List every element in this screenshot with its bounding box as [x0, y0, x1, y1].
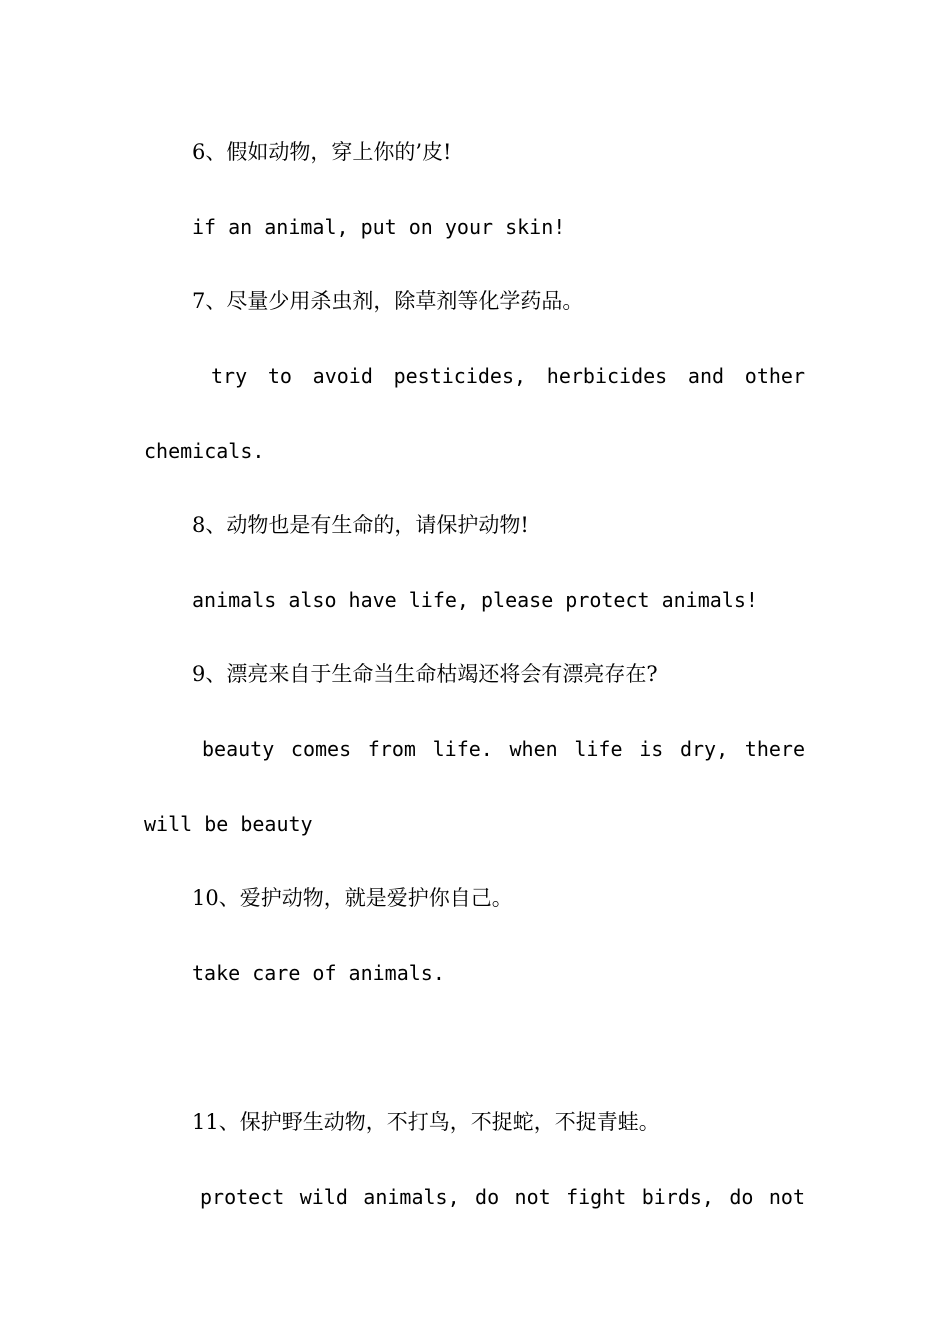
slogan-7-english-line-1: try to avoid pesticides, herbicides and other: [211, 364, 805, 388]
slogan-9-english-line-1: beauty comes from life. when life is dry, there: [202, 737, 805, 761]
slogan-10-english: take care of animals.: [192, 961, 445, 985]
slogan-9-english-line-2: will be beauty: [144, 812, 313, 836]
slogan-11-chinese: 11、保护野生动物，不打鸟，不捉蛇，不捉青蛙。: [192, 1110, 660, 1134]
slogan-6-chinese: 6、假如动物，穿上你的’皮!: [192, 140, 452, 164]
slogan-9-chinese: 9、漂亮来自于生命当生命枯竭还将会有漂亮存在?: [192, 662, 658, 686]
slogan-11-english-line-1: protect wild animals, do not fight birds, do not: [200, 1185, 805, 1209]
slogan-7-chinese: 7、尽量少用杀虫剂，除草剂等化学药品。: [192, 289, 584, 313]
slogan-10-chinese: 10、爱护动物，就是爱护你自己。: [192, 886, 513, 910]
slogan-8-chinese: 8、动物也是有生命的，请保护动物!: [192, 513, 529, 537]
slogan-7-english-line-2: chemicals.: [144, 439, 265, 463]
slogan-8-english: animals also have life, please protect animals!: [192, 588, 758, 612]
slogan-6-english: if an animal, put on your skin!: [192, 215, 566, 239]
